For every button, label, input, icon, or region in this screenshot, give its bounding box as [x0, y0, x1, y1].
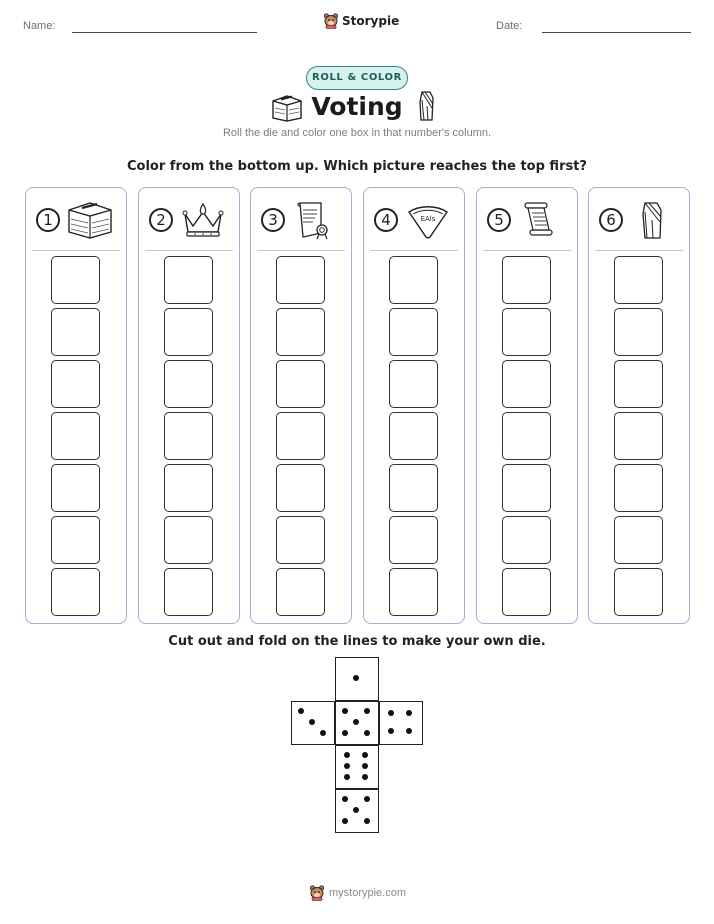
die-pip: [362, 774, 368, 780]
color-box[interactable]: [614, 568, 663, 616]
footer: [309, 884, 406, 901]
die-pip: [342, 708, 348, 714]
column-divider: [32, 250, 120, 251]
color-box[interactable]: [502, 360, 551, 408]
column-5: [476, 187, 578, 624]
column-header: [26, 200, 126, 240]
color-box[interactable]: [164, 412, 213, 460]
color-box[interactable]: [276, 464, 325, 512]
color-box[interactable]: [614, 360, 663, 408]
diploma-icon: [291, 200, 339, 240]
die-pip: [364, 818, 370, 824]
instruction: Color from the bottom up. Which picture reaches the top first?: [127, 159, 587, 174]
color-box[interactable]: [502, 256, 551, 304]
die-pip: [342, 796, 348, 802]
column-header: [477, 200, 577, 240]
die-pip: [309, 719, 315, 725]
column-number: 5: [487, 208, 511, 232]
color-box[interactable]: [276, 360, 325, 408]
die-pip: [344, 774, 350, 780]
die-pip: [362, 763, 368, 769]
column-divider: [145, 250, 233, 251]
column-header: [139, 200, 239, 240]
die-pip: [344, 763, 350, 769]
color-box[interactable]: [502, 464, 551, 512]
box-stack: [614, 256, 663, 620]
column-number: 1: [36, 208, 60, 232]
color-box[interactable]: [276, 412, 325, 460]
color-box[interactable]: [51, 568, 100, 616]
footer-url[interactable]: mystorypie.com: [329, 886, 407, 899]
die-pip: [364, 796, 370, 802]
die-face-5[interactable]: [335, 789, 379, 833]
color-box[interactable]: [276, 516, 325, 564]
box-stack: [164, 256, 213, 620]
column-number: 6: [599, 208, 623, 232]
column-header: [589, 200, 689, 240]
column-6: [588, 187, 690, 624]
color-box[interactable]: [51, 360, 100, 408]
brand-name: Storypie: [342, 13, 400, 28]
column-number: 3: [261, 208, 285, 232]
color-box[interactable]: [164, 464, 213, 512]
die-pip: [353, 675, 359, 681]
column-number: 4: [374, 208, 398, 232]
die-pip: [364, 730, 370, 736]
box-stack: [389, 256, 438, 620]
column-1: [25, 187, 127, 624]
die-pip: [320, 730, 326, 736]
die-pip: [298, 708, 304, 714]
badge-icon: [404, 200, 452, 240]
color-box[interactable]: [389, 360, 438, 408]
activity-badge: ROLL & COLOR: [306, 66, 408, 90]
column-number: 2: [149, 208, 173, 232]
color-box[interactable]: [389, 412, 438, 460]
column-divider: [483, 250, 571, 251]
storypie-logo-icon: [309, 884, 325, 901]
die-pip: [342, 730, 348, 736]
column-4: [363, 187, 465, 624]
crown-icon: [179, 200, 227, 240]
die-face-1[interactable]: [335, 657, 379, 701]
die-face-4[interactable]: [379, 701, 423, 745]
die-pip: [388, 710, 394, 716]
subtitle: Roll the die and color one box in that number's column.: [222, 127, 492, 139]
color-box[interactable]: [389, 308, 438, 356]
color-box[interactable]: [502, 412, 551, 460]
name-line[interactable]: [72, 32, 257, 33]
die-pip: [344, 752, 350, 758]
color-box[interactable]: [164, 568, 213, 616]
die-pip: [406, 710, 412, 716]
color-box[interactable]: [276, 568, 325, 616]
color-box[interactable]: [164, 256, 213, 304]
box-stack: [502, 256, 551, 620]
color-box[interactable]: [276, 308, 325, 356]
badge-text: EAls: [420, 215, 436, 223]
die-face-5[interactable]: [335, 701, 379, 745]
die-pip: [362, 752, 368, 758]
column-divider: [257, 250, 345, 251]
color-box[interactable]: [502, 568, 551, 616]
color-box[interactable]: [614, 308, 663, 356]
color-box[interactable]: [51, 256, 100, 304]
ballot-box-icon: [66, 200, 114, 240]
title-row: [0, 90, 714, 126]
die-face-6[interactable]: [335, 745, 379, 789]
color-box[interactable]: [51, 412, 100, 460]
column-header: [364, 200, 464, 240]
color-box[interactable]: [614, 464, 663, 512]
column-2: [138, 187, 240, 624]
die-face-3[interactable]: [291, 701, 335, 745]
page-title: Voting: [311, 92, 403, 121]
color-box[interactable]: [502, 516, 551, 564]
storypie-logo-icon: [323, 12, 339, 29]
color-box[interactable]: [389, 568, 438, 616]
toga-icon: [415, 90, 439, 122]
brand: [323, 12, 399, 29]
date-line[interactable]: [542, 32, 691, 33]
column-divider: [370, 250, 458, 251]
box-stack: [51, 256, 100, 620]
box-stack: [276, 256, 325, 620]
toga-icon: [629, 200, 677, 240]
column-header: [251, 200, 351, 240]
die-pip: [388, 728, 394, 734]
color-box[interactable]: [614, 256, 663, 304]
die-pip: [406, 728, 412, 734]
color-box[interactable]: [276, 256, 325, 304]
column-3: [250, 187, 352, 624]
color-box[interactable]: [389, 516, 438, 564]
color-box[interactable]: [51, 464, 100, 512]
name-label: Name:: [23, 20, 56, 32]
die-pip: [364, 708, 370, 714]
color-box[interactable]: [164, 360, 213, 408]
color-box[interactable]: [51, 516, 100, 564]
color-box[interactable]: [614, 516, 663, 564]
color-box[interactable]: [614, 412, 663, 460]
color-box[interactable]: [389, 256, 438, 304]
color-box[interactable]: [502, 308, 551, 356]
column-divider: [595, 250, 683, 251]
scroll-icon: [517, 200, 565, 240]
die-instruction: Cut out and fold on the lines to make your own die.: [168, 634, 546, 649]
date-label: Date:: [496, 20, 523, 32]
color-box[interactable]: [164, 308, 213, 356]
die-pip: [353, 719, 359, 725]
die-pip: [342, 818, 348, 824]
color-box[interactable]: [164, 516, 213, 564]
color-box[interactable]: [51, 308, 100, 356]
color-box[interactable]: [389, 464, 438, 512]
die-pip: [353, 807, 359, 813]
